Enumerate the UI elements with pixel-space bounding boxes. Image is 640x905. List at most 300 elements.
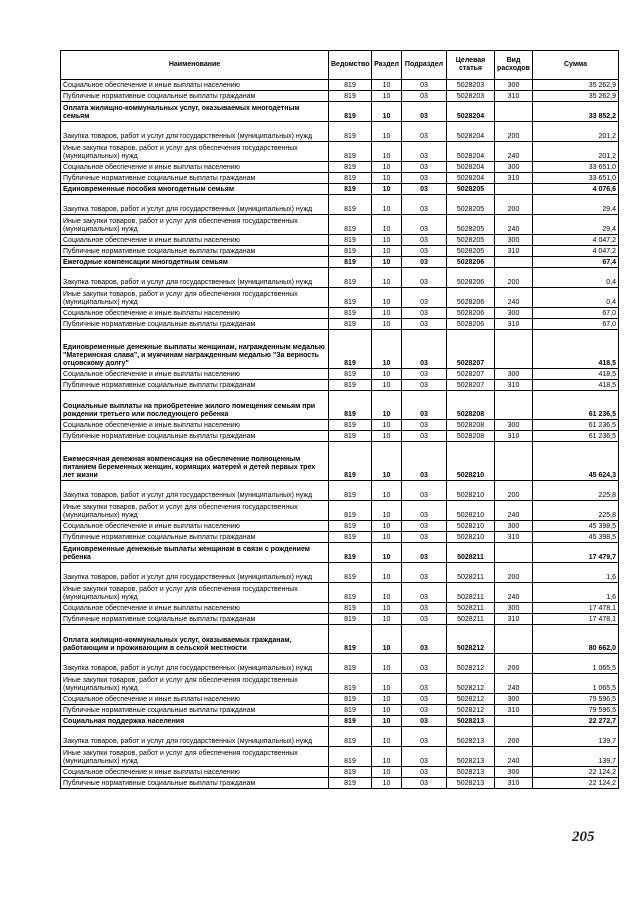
row-name: Социальная поддержка населения	[61, 716, 329, 727]
row-subsection: 03	[402, 727, 447, 747]
row-name: Публичные нормативные социальные выплаты гражданам	[61, 173, 329, 184]
row-expense-type: 310	[495, 431, 533, 442]
table-row	[61, 369, 619, 380]
row-subsection: 03	[402, 614, 447, 625]
row-department: 819	[329, 162, 372, 173]
row-expense-type: 300	[495, 162, 533, 173]
table-row	[61, 391, 619, 420]
row-section: 10	[372, 80, 402, 91]
table-row	[61, 122, 619, 142]
row-target-article: 5028207	[447, 380, 495, 391]
row-section: 10	[372, 257, 402, 268]
row-subsection: 03	[402, 481, 447, 501]
row-target-article: 5028213	[447, 767, 495, 778]
row-section: 10	[372, 603, 402, 614]
table-row	[61, 420, 619, 431]
table-row	[61, 431, 619, 442]
row-department: 819	[329, 603, 372, 614]
row-target-article: 5028210	[447, 532, 495, 543]
row-name: Ежегодные компенсации многодетным семьям	[61, 257, 329, 268]
row-amount: 61 236,5	[533, 420, 619, 431]
row-target-article: 5028206	[447, 288, 495, 308]
row-name: Иные закупки товаров, работ и услуг для обеспечения государственных (муниципальных) нужд	[61, 142, 329, 162]
row-section: 10	[372, 521, 402, 532]
row-subsection: 03	[402, 747, 447, 767]
row-amount: 33 852,2	[533, 102, 619, 122]
row-section: 10	[372, 235, 402, 246]
row-target-article: 5028212	[447, 694, 495, 705]
row-section: 10	[372, 330, 402, 369]
table-row	[61, 330, 619, 369]
row-expense-type: 200	[495, 481, 533, 501]
row-name: Закупка товаров, работ и услуг для государственных (муниципальных) нужд	[61, 481, 329, 501]
row-name: Единовременные денежные выплаты женщинам, награжденным медалью "Материнская слава", и мужчинам награжденным медалью "За верность отцовскому долгу"	[61, 330, 329, 369]
row-section: 10	[372, 767, 402, 778]
row-amount: 418,5	[533, 330, 619, 369]
row-expense-type: 200	[495, 268, 533, 288]
row-subsection: 03	[402, 246, 447, 257]
row-amount: 35 262,9	[533, 91, 619, 102]
row-section: 10	[372, 442, 402, 481]
row-amount: 225,8	[533, 501, 619, 521]
row-target-article: 5028205	[447, 235, 495, 246]
table-row	[61, 268, 619, 288]
budget-table-sheet	[60, 50, 618, 789]
row-subsection: 03	[402, 767, 447, 778]
table-row	[61, 543, 619, 563]
row-expense-type: 240	[495, 583, 533, 603]
row-name: Иные закупки товаров, работ и услуг для обеспечения государственных (муниципальных) нужд	[61, 288, 329, 308]
row-expense-type: 310	[495, 91, 533, 102]
row-name: Публичные нормативные социальные выплаты гражданам	[61, 778, 329, 789]
row-section: 10	[372, 162, 402, 173]
row-name: Публичные нормативные социальные выплаты гражданам	[61, 246, 329, 257]
row-amount: 45 398,5	[533, 532, 619, 543]
row-name: Социальное обеспечение и иные выплаты населению	[61, 308, 329, 319]
row-target-article: 5028206	[447, 308, 495, 319]
header-name: Наименование	[61, 51, 329, 80]
table-row	[61, 501, 619, 521]
row-department: 819	[329, 583, 372, 603]
row-target-article: 5028210	[447, 442, 495, 481]
row-name: Публичные нормативные социальные выплаты гражданам	[61, 431, 329, 442]
table-row	[61, 80, 619, 91]
row-subsection: 03	[402, 694, 447, 705]
row-expense-type: 300	[495, 369, 533, 380]
row-section: 10	[372, 778, 402, 789]
row-target-article: 5028210	[447, 481, 495, 501]
row-subsection: 03	[402, 543, 447, 563]
row-subsection: 03	[402, 521, 447, 532]
row-expense-type: 310	[495, 380, 533, 391]
row-amount: 22 124,2	[533, 778, 619, 789]
row-subsection: 03	[402, 654, 447, 674]
table-row	[61, 142, 619, 162]
row-section: 10	[372, 481, 402, 501]
row-department: 819	[329, 747, 372, 767]
row-amount: 79 596,5	[533, 705, 619, 716]
table-row	[61, 215, 619, 235]
row-subsection: 03	[402, 319, 447, 330]
row-target-article: 5028203	[447, 91, 495, 102]
row-expense-type	[495, 102, 533, 122]
table-row	[61, 674, 619, 694]
row-amount: 29,4	[533, 215, 619, 235]
table-row	[61, 694, 619, 705]
row-expense-type	[495, 330, 533, 369]
row-name: Закупка товаров, работ и услуг для государственных (муниципальных) нужд	[61, 563, 329, 583]
row-section: 10	[372, 694, 402, 705]
page-number: 205	[572, 829, 595, 845]
row-target-article: 5028211	[447, 563, 495, 583]
row-amount: 1,6	[533, 583, 619, 603]
row-target-article: 5028204	[447, 142, 495, 162]
row-name: Единовременные денежные выплаты женщинам в связи с рождением ребенка	[61, 543, 329, 563]
row-amount: 418,5	[533, 380, 619, 391]
row-expense-type	[495, 257, 533, 268]
row-name: Социальное обеспечение и иные выплаты населению	[61, 694, 329, 705]
row-name: Социальное обеспечение и иные выплаты населению	[61, 80, 329, 91]
row-department: 819	[329, 727, 372, 747]
row-target-article: 5028205	[447, 246, 495, 257]
row-section: 10	[372, 102, 402, 122]
row-subsection: 03	[402, 162, 447, 173]
row-name: Социальное обеспечение и иные выплаты населению	[61, 603, 329, 614]
row-target-article: 5028205	[447, 184, 495, 195]
row-department: 819	[329, 102, 372, 122]
row-name: Единовременные пособия многодетным семьям	[61, 184, 329, 195]
row-expense-type	[495, 716, 533, 727]
table-row	[61, 308, 619, 319]
row-expense-type	[495, 625, 533, 654]
row-department: 819	[329, 654, 372, 674]
row-subsection: 03	[402, 603, 447, 614]
row-name: Социальное обеспечение и иные выплаты населению	[61, 420, 329, 431]
row-amount: 4 047,2	[533, 235, 619, 246]
row-name: Закупка товаров, работ и услуг для государственных (муниципальных) нужд	[61, 654, 329, 674]
table-row	[61, 716, 619, 727]
row-target-article: 5028211	[447, 603, 495, 614]
row-subsection: 03	[402, 380, 447, 391]
row-section: 10	[372, 747, 402, 767]
row-department: 819	[329, 481, 372, 501]
table-row	[61, 481, 619, 501]
row-target-article: 5028211	[447, 583, 495, 603]
row-expense-type: 240	[495, 142, 533, 162]
row-expense-type: 310	[495, 532, 533, 543]
header-expense-type: Вид расходов	[495, 51, 533, 80]
table-body	[61, 80, 619, 789]
row-target-article: 5028204	[447, 173, 495, 184]
row-department: 819	[329, 319, 372, 330]
row-department: 819	[329, 716, 372, 727]
header-subsection: Подраздел	[402, 51, 447, 80]
row-department: 819	[329, 778, 372, 789]
row-department: 819	[329, 184, 372, 195]
row-name: Иные закупки товаров, работ и услуг для обеспечения государственных (муниципальных) нужд	[61, 583, 329, 603]
row-subsection: 03	[402, 563, 447, 583]
row-target-article: 5028213	[447, 727, 495, 747]
row-name: Социальное обеспечение и иные выплаты населению	[61, 369, 329, 380]
row-expense-type: 240	[495, 215, 533, 235]
row-expense-type	[495, 391, 533, 420]
row-target-article: 5028207	[447, 330, 495, 369]
row-expense-type: 200	[495, 727, 533, 747]
row-section: 10	[372, 625, 402, 654]
row-subsection: 03	[402, 215, 447, 235]
row-expense-type: 300	[495, 420, 533, 431]
row-section: 10	[372, 215, 402, 235]
row-amount: 35 262,9	[533, 80, 619, 91]
row-section: 10	[372, 142, 402, 162]
row-amount: 201,2	[533, 122, 619, 142]
row-subsection: 03	[402, 705, 447, 716]
row-section: 10	[372, 543, 402, 563]
row-amount: 80 662,0	[533, 625, 619, 654]
row-section: 10	[372, 654, 402, 674]
row-amount: 33 651,0	[533, 162, 619, 173]
table-row	[61, 603, 619, 614]
row-section: 10	[372, 614, 402, 625]
row-expense-type: 200	[495, 563, 533, 583]
row-subsection: 03	[402, 391, 447, 420]
row-name: Публичные нормативные социальные выплаты гражданам	[61, 705, 329, 716]
row-target-article: 5028204	[447, 162, 495, 173]
row-expense-type	[495, 442, 533, 481]
row-name: Социальное обеспечение и иные выплаты населению	[61, 521, 329, 532]
row-name: Закупка товаров, работ и услуг для государственных (муниципальных) нужд	[61, 727, 329, 747]
table-row	[61, 288, 619, 308]
row-target-article: 5028207	[447, 369, 495, 380]
row-department: 819	[329, 195, 372, 215]
row-amount: 1 065,5	[533, 654, 619, 674]
row-amount: 139,7	[533, 727, 619, 747]
row-subsection: 03	[402, 369, 447, 380]
row-amount: 4 047,2	[533, 246, 619, 257]
row-target-article: 5028213	[447, 716, 495, 727]
table-row	[61, 102, 619, 122]
row-expense-type: 300	[495, 308, 533, 319]
row-amount: 67,0	[533, 308, 619, 319]
row-name: Закупка товаров, работ и услуг для государственных (муниципальных) нужд	[61, 195, 329, 215]
row-name: Иные закупки товаров, работ и услуг для обеспечения государственных (муниципальных) нужд	[61, 215, 329, 235]
row-target-article: 5028206	[447, 268, 495, 288]
table-row	[61, 583, 619, 603]
row-department: 819	[329, 308, 372, 319]
row-department: 819	[329, 767, 372, 778]
row-subsection: 03	[402, 778, 447, 789]
row-subsection: 03	[402, 674, 447, 694]
row-section: 10	[372, 195, 402, 215]
row-target-article: 5028212	[447, 625, 495, 654]
row-expense-type: 200	[495, 195, 533, 215]
row-section: 10	[372, 91, 402, 102]
row-department: 819	[329, 694, 372, 705]
row-department: 819	[329, 625, 372, 654]
row-amount: 45 624,3	[533, 442, 619, 481]
row-target-article: 5028212	[447, 705, 495, 716]
header-target-article: Целевая статья	[447, 51, 495, 80]
row-subsection: 03	[402, 195, 447, 215]
row-amount: 45 398,5	[533, 521, 619, 532]
row-target-article: 5028208	[447, 391, 495, 420]
row-amount: 139,7	[533, 747, 619, 767]
row-expense-type: 300	[495, 521, 533, 532]
row-amount: 61 236,5	[533, 391, 619, 420]
row-department: 819	[329, 330, 372, 369]
row-amount: 4 076,6	[533, 184, 619, 195]
row-section: 10	[372, 583, 402, 603]
row-department: 819	[329, 431, 372, 442]
row-department: 819	[329, 215, 372, 235]
header-row	[61, 51, 619, 80]
row-department: 819	[329, 142, 372, 162]
row-subsection: 03	[402, 102, 447, 122]
row-expense-type: 200	[495, 122, 533, 142]
row-subsection: 03	[402, 532, 447, 543]
row-amount: 22 272,7	[533, 716, 619, 727]
row-department: 819	[329, 268, 372, 288]
row-amount: 17 478,1	[533, 603, 619, 614]
row-expense-type: 200	[495, 654, 533, 674]
row-expense-type: 300	[495, 80, 533, 91]
row-amount: 17 478,1	[533, 614, 619, 625]
row-department: 819	[329, 369, 372, 380]
row-section: 10	[372, 246, 402, 257]
row-target-article: 5028205	[447, 195, 495, 215]
row-section: 10	[372, 727, 402, 747]
row-department: 819	[329, 420, 372, 431]
row-name: Социальное обеспечение и иные выплаты населению	[61, 162, 329, 173]
table-row	[61, 778, 619, 789]
row-name: Закупка товаров, работ и услуг для государственных (муниципальных) нужд	[61, 122, 329, 142]
row-section: 10	[372, 184, 402, 195]
row-section: 10	[372, 380, 402, 391]
row-expense-type: 310	[495, 614, 533, 625]
row-name: Публичные нормативные социальные выплаты гражданам	[61, 319, 329, 330]
row-target-article: 5028211	[447, 614, 495, 625]
row-expense-type: 300	[495, 235, 533, 246]
row-section: 10	[372, 501, 402, 521]
row-expense-type	[495, 543, 533, 563]
row-target-article: 5028208	[447, 431, 495, 442]
row-amount: 79 596,5	[533, 694, 619, 705]
row-expense-type: 300	[495, 767, 533, 778]
row-expense-type: 300	[495, 694, 533, 705]
row-expense-type: 240	[495, 501, 533, 521]
table-row	[61, 91, 619, 102]
row-name: Ежемесячная денежная компенсация на обеспечение полноценным питанием беременных женщин, кормящих матерей и детей первых трех лет жизни	[61, 442, 329, 481]
table-row	[61, 563, 619, 583]
table-row	[61, 319, 619, 330]
row-amount: 1 065,5	[533, 674, 619, 694]
row-target-article: 5028208	[447, 420, 495, 431]
row-department: 819	[329, 380, 372, 391]
row-subsection: 03	[402, 625, 447, 654]
row-name: Публичные нормативные социальные выплаты гражданам	[61, 91, 329, 102]
row-department: 819	[329, 122, 372, 142]
row-section: 10	[372, 563, 402, 583]
row-amount: 17 479,7	[533, 543, 619, 563]
row-name: Иные закупки товаров, работ и услуг для обеспечения государственных (муниципальных) нужд	[61, 747, 329, 767]
row-subsection: 03	[402, 442, 447, 481]
row-section: 10	[372, 308, 402, 319]
table-row	[61, 521, 619, 532]
row-expense-type: 240	[495, 674, 533, 694]
row-name: Социальное обеспечение и иные выплаты населению	[61, 767, 329, 778]
row-amount: 67,0	[533, 319, 619, 330]
row-name: Иные закупки товаров, работ и услуг для обеспечения государственных (муниципальных) нужд	[61, 501, 329, 521]
row-department: 819	[329, 91, 372, 102]
row-amount: 0,4	[533, 288, 619, 308]
row-target-article: 5028206	[447, 319, 495, 330]
table-row	[61, 532, 619, 543]
row-expense-type: 310	[495, 778, 533, 789]
row-expense-type: 310	[495, 246, 533, 257]
row-target-article: 5028211	[447, 543, 495, 563]
row-section: 10	[372, 173, 402, 184]
row-name: Иные закупки товаров, работ и услуг для обеспечения государственных (муниципальных) нужд	[61, 674, 329, 694]
row-section: 10	[372, 288, 402, 308]
row-subsection: 03	[402, 431, 447, 442]
row-section: 10	[372, 420, 402, 431]
row-subsection: 03	[402, 173, 447, 184]
row-department: 819	[329, 80, 372, 91]
budget-table	[60, 50, 619, 789]
row-amount: 67,4	[533, 257, 619, 268]
row-department: 819	[329, 246, 372, 257]
row-department: 819	[329, 532, 372, 543]
table-row	[61, 727, 619, 747]
table-row	[61, 614, 619, 625]
row-target-article: 5028204	[447, 102, 495, 122]
row-name: Публичные нормативные социальные выплаты гражданам	[61, 380, 329, 391]
row-section: 10	[372, 674, 402, 694]
row-department: 819	[329, 614, 372, 625]
row-subsection: 03	[402, 80, 447, 91]
row-expense-type	[495, 184, 533, 195]
row-amount: 0,4	[533, 268, 619, 288]
table-row	[61, 246, 619, 257]
row-amount: 1,6	[533, 563, 619, 583]
table-row	[61, 235, 619, 246]
row-target-article: 5028204	[447, 122, 495, 142]
header-section: Раздел	[372, 51, 402, 80]
row-amount: 418,5	[533, 369, 619, 380]
table-row	[61, 442, 619, 481]
row-expense-type: 240	[495, 747, 533, 767]
row-target-article: 5028213	[447, 778, 495, 789]
row-section: 10	[372, 369, 402, 380]
row-department: 819	[329, 543, 372, 563]
row-department: 819	[329, 563, 372, 583]
row-target-article: 5028210	[447, 501, 495, 521]
row-department: 819	[329, 288, 372, 308]
row-section: 10	[372, 705, 402, 716]
row-target-article: 5028213	[447, 747, 495, 767]
row-amount: 61 236,5	[533, 431, 619, 442]
row-subsection: 03	[402, 583, 447, 603]
row-target-article: 5028212	[447, 654, 495, 674]
row-amount: 33 651,0	[533, 173, 619, 184]
row-department: 819	[329, 674, 372, 694]
table-row	[61, 257, 619, 268]
row-name: Социальное обеспечение и иные выплаты населению	[61, 235, 329, 246]
table-row	[61, 747, 619, 767]
table-row	[61, 767, 619, 778]
row-amount: 225,8	[533, 481, 619, 501]
row-subsection: 03	[402, 122, 447, 142]
